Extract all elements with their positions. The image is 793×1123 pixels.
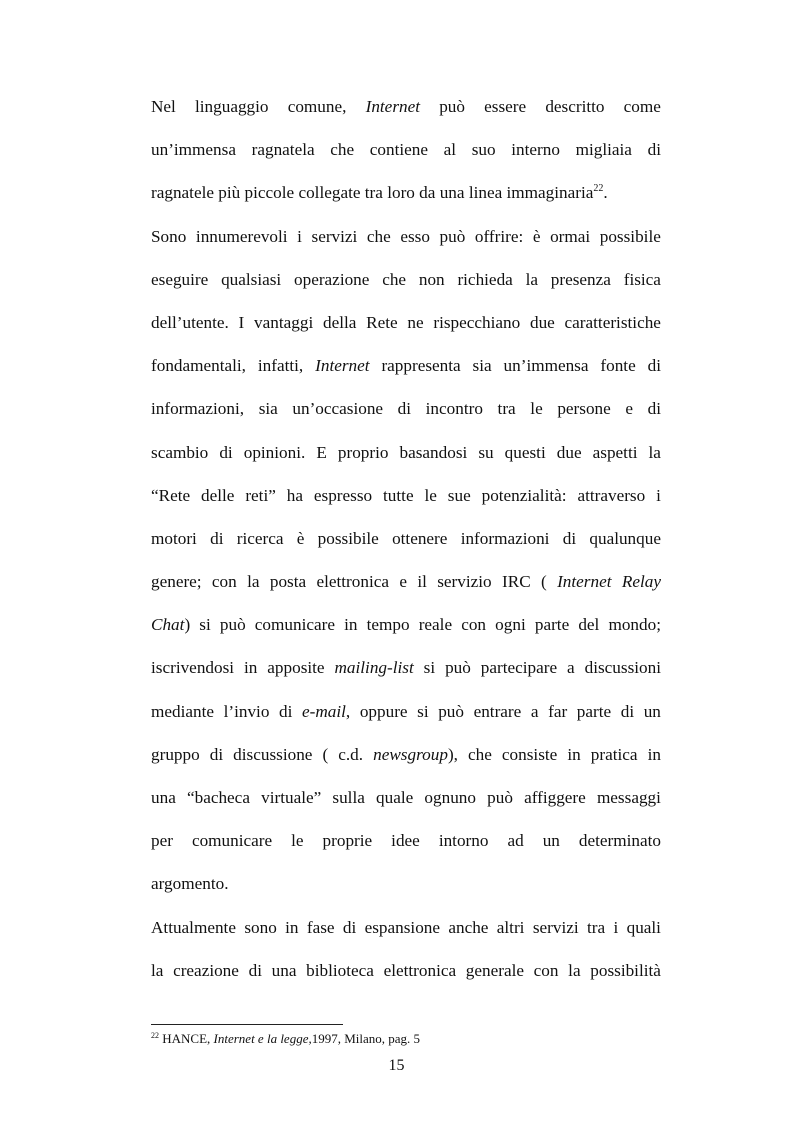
text-line: Nel linguaggio comune, Internet può essere descritto come xyxy=(151,97,661,116)
text-line: un’immensa ragnatela che contiene al suo interno migliaia di xyxy=(151,140,661,160)
text-line: gruppo di discussione ( c.d. newsgroup), che consiste in pratica in xyxy=(151,744,661,764)
footnote-ref: 22 xyxy=(593,183,604,195)
text-line: la creazione di una biblioteca elettronica generale con la possibilità xyxy=(151,960,661,980)
footnote-details: 1997, Milano, pag. 5 xyxy=(311,1031,421,1046)
footnote-number: 22 xyxy=(151,1031,159,1040)
page-number: 15 xyxy=(388,1057,405,1074)
footnote-title: Internet e la legge, xyxy=(213,1031,312,1046)
text-line: mediante l’invio di e-mail, oppure si può entrare a far parte di un xyxy=(151,701,661,721)
text-line: per comunicare le proprie idee intorno ad un determinato xyxy=(151,831,661,851)
text-line: fondamentali, infatti, Internet rappresenta sia un’immensa fonte di xyxy=(151,356,661,376)
text-line: una “bacheca virtuale” sulla quale ognuno può affiggere messaggi xyxy=(151,788,661,807)
text-line: eseguire qualsiasi operazione che non richieda la presenza fisica xyxy=(151,269,661,289)
text-line: scambio di opinioni. E proprio basandosi su questi due aspetti la xyxy=(151,442,661,462)
text-line: argomento. xyxy=(151,874,229,894)
text-line: genere; con la posta elettronica e il servizio IRC ( Internet Relay xyxy=(151,572,661,592)
text-line: “Rete delle reti” ha espresso tutte le sue potenzialità: attraverso i xyxy=(151,485,661,505)
text-line: Attualmente sono in fase di espansione anche altri servizi tra i quali xyxy=(151,917,661,937)
footnote-separator xyxy=(151,1024,343,1025)
text-line: Sono innumerevoli i servizi che esso può offrire: è ormai possibile xyxy=(151,226,661,246)
text-line: iscrivendosi in apposite mailing-list si può partecipare a discussioni xyxy=(151,658,661,678)
footnote-author: HANCE, xyxy=(162,1031,211,1046)
text-line: ragnatele più piccole collegate tra loro da una linea immaginaria$^{22}$. xyxy=(151,183,608,203)
text-line: Chat) si può comunicare in tempo reale con ogni parte del mondo; xyxy=(151,615,661,635)
text-line: motori di ricerca è possibile ottenere informazioni di qualunque xyxy=(151,528,661,548)
footnote xyxy=(151,1031,420,1047)
text-line: informazioni, sia un’occasione di incontro tra le persone e di xyxy=(151,399,661,419)
text-line: dell’utente. I vantaggi della Rete ne rispecchiano due caratteristiche xyxy=(151,312,661,332)
body-text xyxy=(151,85,661,992)
